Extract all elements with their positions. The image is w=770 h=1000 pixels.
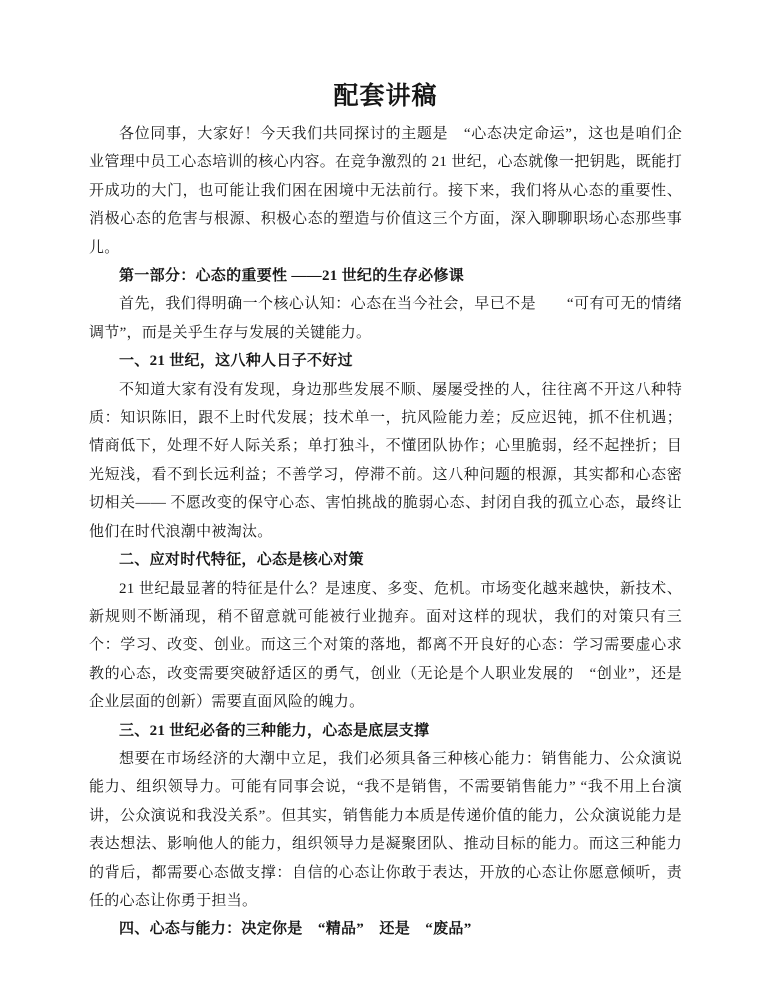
doc-heading: 一、21 世纪，这八种人日子不好过 [119, 353, 353, 370]
doc-heading: 四、心态与能力：决定你是 “精品” 还是 “废品” [119, 921, 472, 938]
document-title: 配套讲稿 [333, 83, 438, 110]
doc-paragraph: 首先，我们得明确一个核心认知：心态在当今社会，早已不是 “可有可无的情绪调节”，而是关乎生存与发展的关键能力。 [89, 296, 682, 341]
doc-paragraph: 想要在市场经济的大潮中立足，我们必须具备三种核心能力：销售能力、公众演说能力、组织领导力。可能有同事会说，“我不是销售，不需要销售能力” “我不用上台演讲，公众演说和我没关系”。但其实，销售能力本质是传递价值的能力，公众演说能力是表达想法、影响他人的能力，组织领导力是凝聚团队、推动目标的能力。而这三种能力的背后，都需要心态做支撑：自信的心态让你敢于表达，开放的心态让你愿意倾听，责任的心态让你勇于担当。 [89, 750, 682, 909]
doc-heading: 二、应对时代特征，心态是核心对策 [119, 552, 364, 569]
document-content [89, 120, 682, 944]
document-body [89, 0, 682, 944]
doc-paragraph: 不知道大家有没有发现，身边那些发展不顺、屡屡受挫的人，往往离不开这八种特质：知识陈旧，跟不上时代发展；技术单一，抗风险能力差；反应迟钝，抓不住机遇；情商低下，处理不好人际关系；单打独斗，不懂团队协作；心里脆弱，经不起挫折；目光短浅，看不到长远利益；不善学习，停滞不前。这八种问题的根源，其实都和心态密切相关—— 不愿改变的保守心态、害怕挑战的脆弱心态、封闭自我的孤立心态，最终让他们在时代浪潮中被淘汰。 [89, 381, 682, 540]
doc-paragraph: 各位同事，大家好！今天我们共同探讨的主题是 “心态决定命运”，这也是咱们企业管理中员工心态培训的核心内容。在竞争激烈的 21 世纪，心态就像一把钥匙，既能打开成功的大门，也可能让我们困在困境中无法前行。接下来，我们将从心态的重要性、消极心态的危害与根源、积极心态的塑造与价值这三个方面，深入聊聊职场心态那些事儿。 [89, 126, 682, 256]
doc-heading: 第一部分：心态的重要性 ——21 世纪的生存必修课 [119, 268, 465, 285]
doc-paragraph: 21 世纪最显著的特征是什么？是速度、多变、危机。市场变化越来越快，新技术、新规则不断涌现，稍不留意就可能被行业抛弃。面对这样的现状，我们的对策只有三个：学习、改变、创业。而这三个对策的落地，都离不开良好的心态：学习需要虚心求教的心态，改变需要突破舒适区的勇气，创业（无论是个人职业发展的 “创业”，还是企业层面的创新）需要直面风险的魄力。 [89, 580, 682, 711]
doc-heading: 三、21 世纪必备的三种能力，心态是底层支撑 [119, 722, 430, 739]
